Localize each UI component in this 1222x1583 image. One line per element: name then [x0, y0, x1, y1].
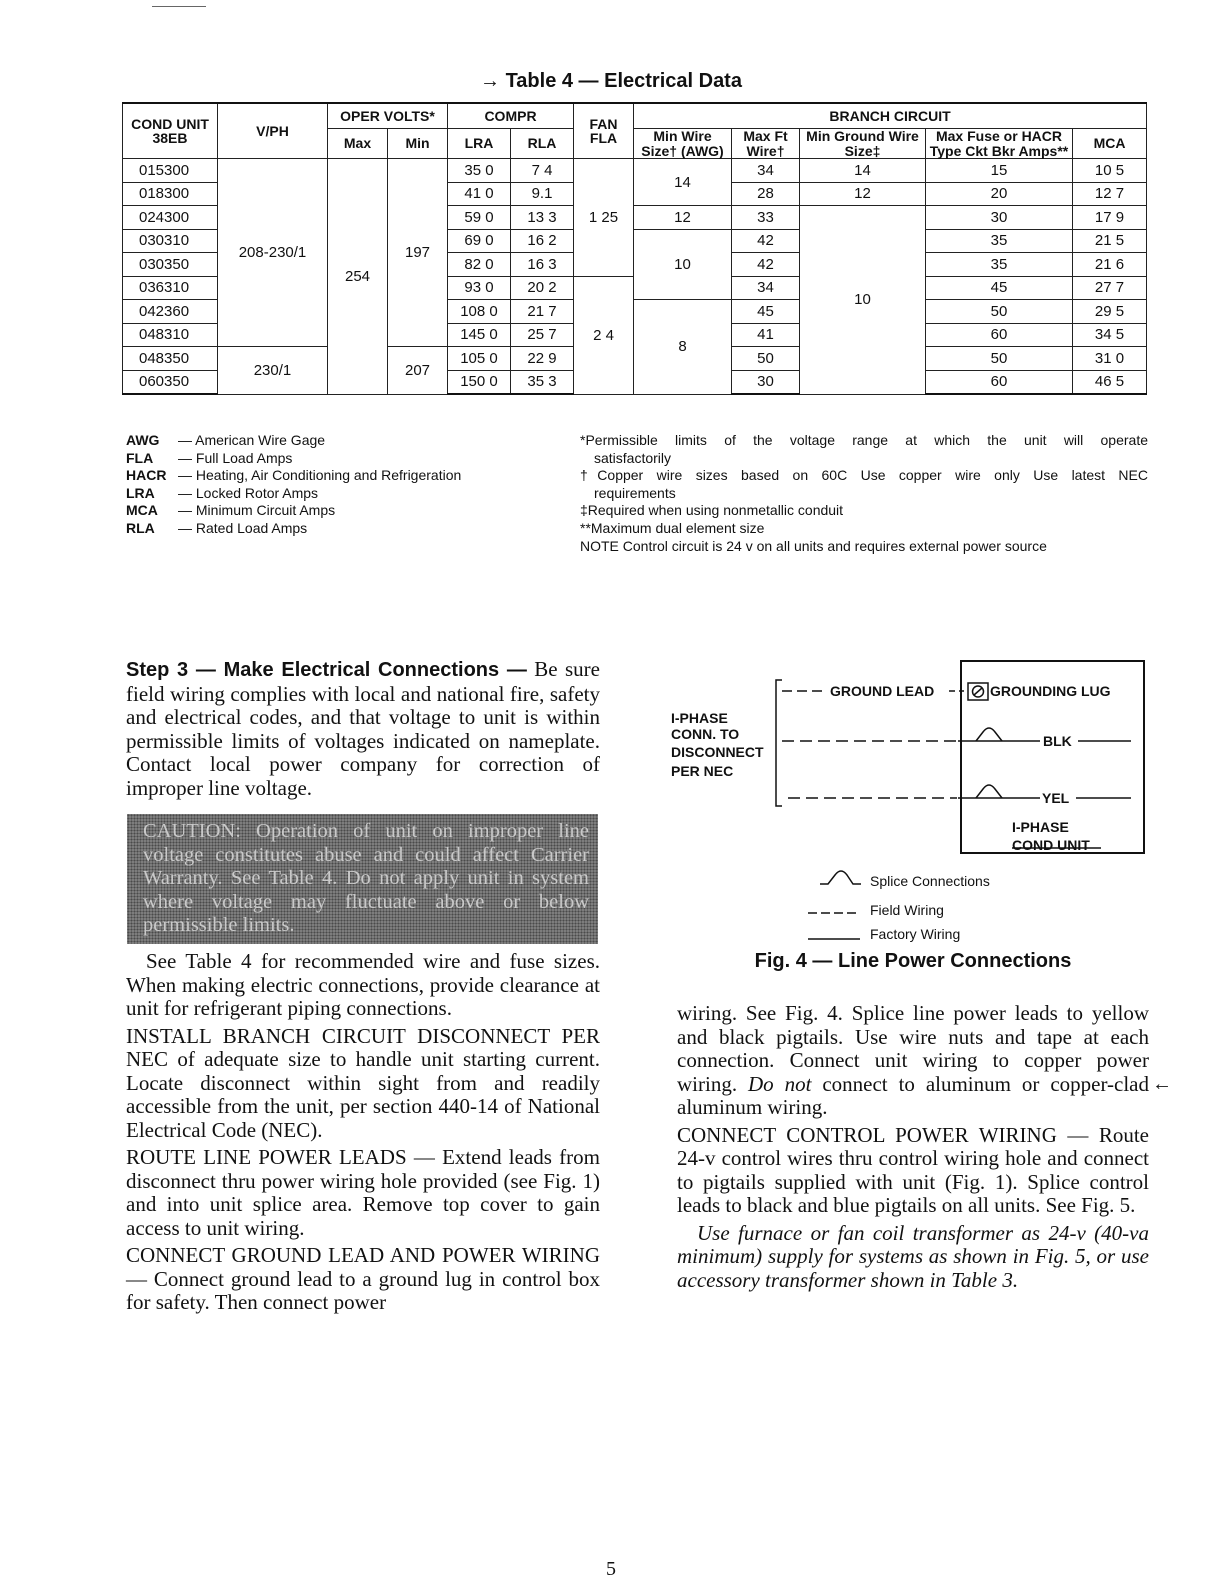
rla-cell: 35 3 — [511, 370, 574, 394]
min-ground-cell: 14 — [800, 159, 926, 183]
step-title: Step 3 — Make Electrical Connections — — [126, 659, 527, 681]
min-wire-cell: 12 — [634, 206, 732, 230]
legend-factory: Factory Wiring — [870, 926, 961, 942]
lra-cell: 59 0 — [448, 206, 511, 230]
max-fuse-cell: 35 — [926, 253, 1073, 277]
max-fuse-cell: 45 — [926, 276, 1073, 300]
vph-cell: 208-230/1 — [218, 159, 328, 347]
grounding-lug-label: GROUNDING LUG — [990, 683, 1111, 699]
max-fuse-cell: 50 — [926, 300, 1073, 324]
min-ground-cell: 12 — [800, 182, 926, 206]
max-ft-cell: 42 — [732, 253, 800, 277]
header-max-ft: Max Ft Wire† — [732, 129, 800, 159]
paragraph: CONNECT CONTROL POWER WIRING — Route 24-v control wires thru control wiring hole and connect to pigtails supplied with unit (Fig. 1). Splice control leads to black and blue pigtails on all units. See Fig. 5. — [677, 1122, 1149, 1217]
max-ft-cell: 33 — [732, 206, 800, 230]
max-fuse-cell: 60 — [926, 370, 1073, 394]
header-oper-volts: OPER VOLTS* — [328, 103, 448, 129]
footnote: †Copper wire sizes based on 60C Use copper wire only Use latest NEC — [580, 467, 1148, 484]
step-3-paragraph: Step 3 — Make Electrical Connections — Be sure field wiring complies with local and national fire, safety and electrical codes, and that voltage to unit is within permissible limits of voltages indicated on nameplate. Contact local power company for correction of improper line voltage. — [126, 657, 600, 800]
mca-cell: 34 5 — [1073, 323, 1147, 347]
rla-cell: 20 2 — [511, 276, 574, 300]
phase-label: DISCONNECT — [671, 744, 764, 760]
unit-cell: 048310 — [123, 323, 218, 347]
unit-cell: 030350 — [123, 253, 218, 277]
mca-cell: 46 5 — [1073, 370, 1147, 394]
mca-cell: 29 5 — [1073, 300, 1147, 324]
rla-cell: 13 3 — [511, 206, 574, 230]
mca-cell: 12 7 — [1073, 182, 1147, 206]
unit-cell: 060350 — [123, 370, 218, 394]
figure-caption: Fig. 4 — Line Power Connections — [754, 950, 1072, 972]
max-fuse-cell: 30 — [926, 206, 1073, 230]
rla-cell: 7 4 — [511, 159, 574, 183]
paragraph: Use furnace or fan coil transformer as 24-v (40-va minimum) supply for systems as shown in Fig. 5, or use accessory transformer shown in Table 3. — [677, 1220, 1149, 1292]
unit-label: I-PHASE — [1012, 819, 1069, 835]
rla-cell: 25 7 — [511, 323, 574, 347]
footnote: ‡Required when using nonmetallic conduit — [580, 502, 844, 519]
fan-fla-cell: 1 25 — [574, 159, 634, 277]
max-ft-cell: 45 — [732, 300, 800, 324]
max-ft-cell: 50 — [732, 347, 800, 371]
rla-cell: 9.1 — [511, 182, 574, 206]
footnote: **Maximum dual element size — [580, 519, 765, 536]
header-cond-unit: COND UNIT 38EB — [123, 103, 218, 159]
oper-min-cell: 207 — [388, 347, 448, 395]
caution-text: CAUTION: Operation of unit on improper line voltage constitutes abuse and could affect Carrier Warranty. See Table 4. Do not apply unit in system where voltage may fluctuate above or below permissible limits. — [143, 820, 589, 936]
splice-icon — [820, 871, 861, 884]
footnote: satisfactorily — [594, 449, 672, 466]
mca-cell: 17 9 — [1073, 206, 1147, 230]
legend-splice: Splice Connections — [870, 873, 990, 889]
header-mca: MCA — [1073, 129, 1147, 159]
left-column-lower — [126, 950, 600, 1315]
fan-fla-cell: 2 4 — [574, 276, 634, 394]
unit-cell: 024300 — [123, 206, 218, 230]
lra-cell: 69 0 — [448, 229, 511, 253]
unit-cell: 030310 — [123, 229, 218, 253]
oper-min-cell: 197 — [388, 159, 448, 347]
splice-icon — [976, 785, 1002, 798]
rla-cell: 16 2 — [511, 229, 574, 253]
phase-label: PER NEC — [671, 763, 734, 779]
max-fuse-cell: 60 — [926, 323, 1073, 347]
oper-max-cell: 254 — [328, 159, 388, 395]
header-fan-fla: FAN FLA — [574, 103, 634, 159]
max-fuse-cell: 20 — [926, 182, 1073, 206]
footnote: NOTE Control circuit is 24 v on all units and requires external power source — [580, 537, 1047, 554]
paragraph: See Table 4 for recommended wire and fuse sizes. When making electric connections, provide clearance at unit for refrigerant piping connections. — [126, 949, 600, 1020]
legend-item: HACR — Heating, Air Conditioning and Refrigeration — [126, 467, 462, 484]
lra-cell: 145 0 — [448, 323, 511, 347]
max-ft-cell: 42 — [732, 229, 800, 253]
lra-cell: 105 0 — [448, 347, 511, 371]
max-fuse-cell: 15 — [926, 159, 1073, 183]
lra-cell: 108 0 — [448, 300, 511, 324]
header-lra: LRA — [448, 129, 511, 159]
disconnect-bracket — [776, 680, 782, 806]
legend-item: MCA — Minimum Circuit Amps — [126, 502, 336, 519]
paragraph: wiring. See Fig. 4. Splice line power leads to yellow and black pigtails. Use wire nuts and tape at each connection. Connect unit wiring to copper power wiring. Do not connect to aluminum or copper-clad aluminum wiring. — [677, 1001, 1149, 1119]
vph-cell: 230/1 — [218, 347, 328, 395]
yel-label: YEL — [1042, 790, 1070, 806]
header-max-fuse: Max Fuse or HACR Type Ckt Bkr Amps** — [926, 129, 1073, 159]
change-mark: ← — [1152, 1073, 1172, 1095]
max-ft-cell: 30 — [732, 370, 800, 394]
header-vph: V/PH — [218, 103, 328, 159]
rla-cell: 22 9 — [511, 347, 574, 371]
max-ft-cell: 34 — [732, 276, 800, 300]
paragraph: INSTALL BRANCH CIRCUIT DISCONNECT PER NEC of adequate size to handle unit starting current. Locate disconnect within sight from and readily accessible from the unit, per section 440-14 of National Electrical Code (NEC). — [126, 1023, 600, 1142]
lug-slash — [974, 688, 982, 695]
legend-item: RLA — Rated Load Amps — [126, 519, 308, 536]
unit-cell: 042360 — [123, 300, 218, 324]
min-wire-cell: 14 — [634, 159, 732, 206]
unit-cell: 048350 — [123, 347, 218, 371]
header-min-ground: Min Ground Wire Size‡ — [800, 129, 926, 159]
unit-cell: 015300 — [123, 159, 218, 183]
unit-label: COND UNIT — [1012, 837, 1090, 853]
mca-cell: 21 6 — [1073, 253, 1147, 277]
header-max: Max — [328, 129, 388, 159]
header-min: Min — [388, 129, 448, 159]
page-number: 5 — [606, 1558, 616, 1580]
header-branch-circuit: BRANCH CIRCUIT — [634, 103, 1147, 129]
footnote: *Permissible limits of the voltage range at which the unit will operate — [580, 432, 1148, 448]
min-wire-cell: 10 — [634, 229, 732, 300]
max-fuse-cell: 50 — [926, 347, 1073, 371]
unit-cell: 018300 — [123, 182, 218, 206]
paragraph: ROUTE LINE POWER LEADS — Extend leads from disconnect thru power wiring hole provided (see Fig. 1) and into unit splice area. Remove top cover to gain access to unit wiring. — [126, 1145, 600, 1240]
unit-cell: 036310 — [123, 276, 218, 300]
lra-cell: 41 0 — [448, 182, 511, 206]
splice-icon — [976, 728, 1002, 741]
max-ft-cell: 41 — [732, 323, 800, 347]
max-ft-cell: 28 — [732, 182, 800, 206]
max-ft-cell: 34 — [732, 159, 800, 183]
header-min-wire: Min Wire Size† (AWG) — [634, 129, 732, 159]
rla-cell: 16 3 — [511, 253, 574, 277]
phase-label: I-PHASE — [671, 710, 728, 726]
mca-cell: 27 7 — [1073, 276, 1147, 300]
min-ground-cell: 10 — [800, 206, 926, 395]
legend-item: FLA — Full Load Amps — [126, 449, 293, 466]
header-rla: RLA — [511, 129, 574, 159]
mca-cell: 31 0 — [1073, 347, 1147, 371]
table-caption: → Table 4 — Electrical Data — [480, 70, 742, 92]
ground-lead-label: GROUND LEAD — [830, 683, 935, 699]
mca-cell: 21 5 — [1073, 229, 1147, 253]
lra-cell: 82 0 — [448, 253, 511, 277]
footnote: requirements — [594, 484, 676, 501]
paragraph: CONNECT GROUND LEAD AND POWER WIRING — Connect ground lead to a ground lug in control box for safety. Then connect power — [126, 1243, 600, 1314]
lra-cell: 35 0 — [448, 159, 511, 183]
header-compr: COMPR — [448, 103, 574, 129]
legend-field: Field Wiring — [870, 902, 944, 918]
lra-cell: 150 0 — [448, 370, 511, 394]
blk-label: BLK — [1043, 733, 1072, 749]
legend-item: AWG — American Wire Gage — [126, 432, 326, 448]
legend-item: LRA — Locked Rotor Amps — [126, 484, 319, 501]
mca-cell: 10 5 — [1073, 159, 1147, 183]
max-fuse-cell: 35 — [926, 229, 1073, 253]
lra-cell: 93 0 — [448, 276, 511, 300]
min-wire-cell: 8 — [634, 300, 732, 395]
right-column — [677, 1002, 1149, 1292]
phase-label: CONN. TO — [671, 726, 740, 742]
rla-cell: 21 7 — [511, 300, 574, 324]
